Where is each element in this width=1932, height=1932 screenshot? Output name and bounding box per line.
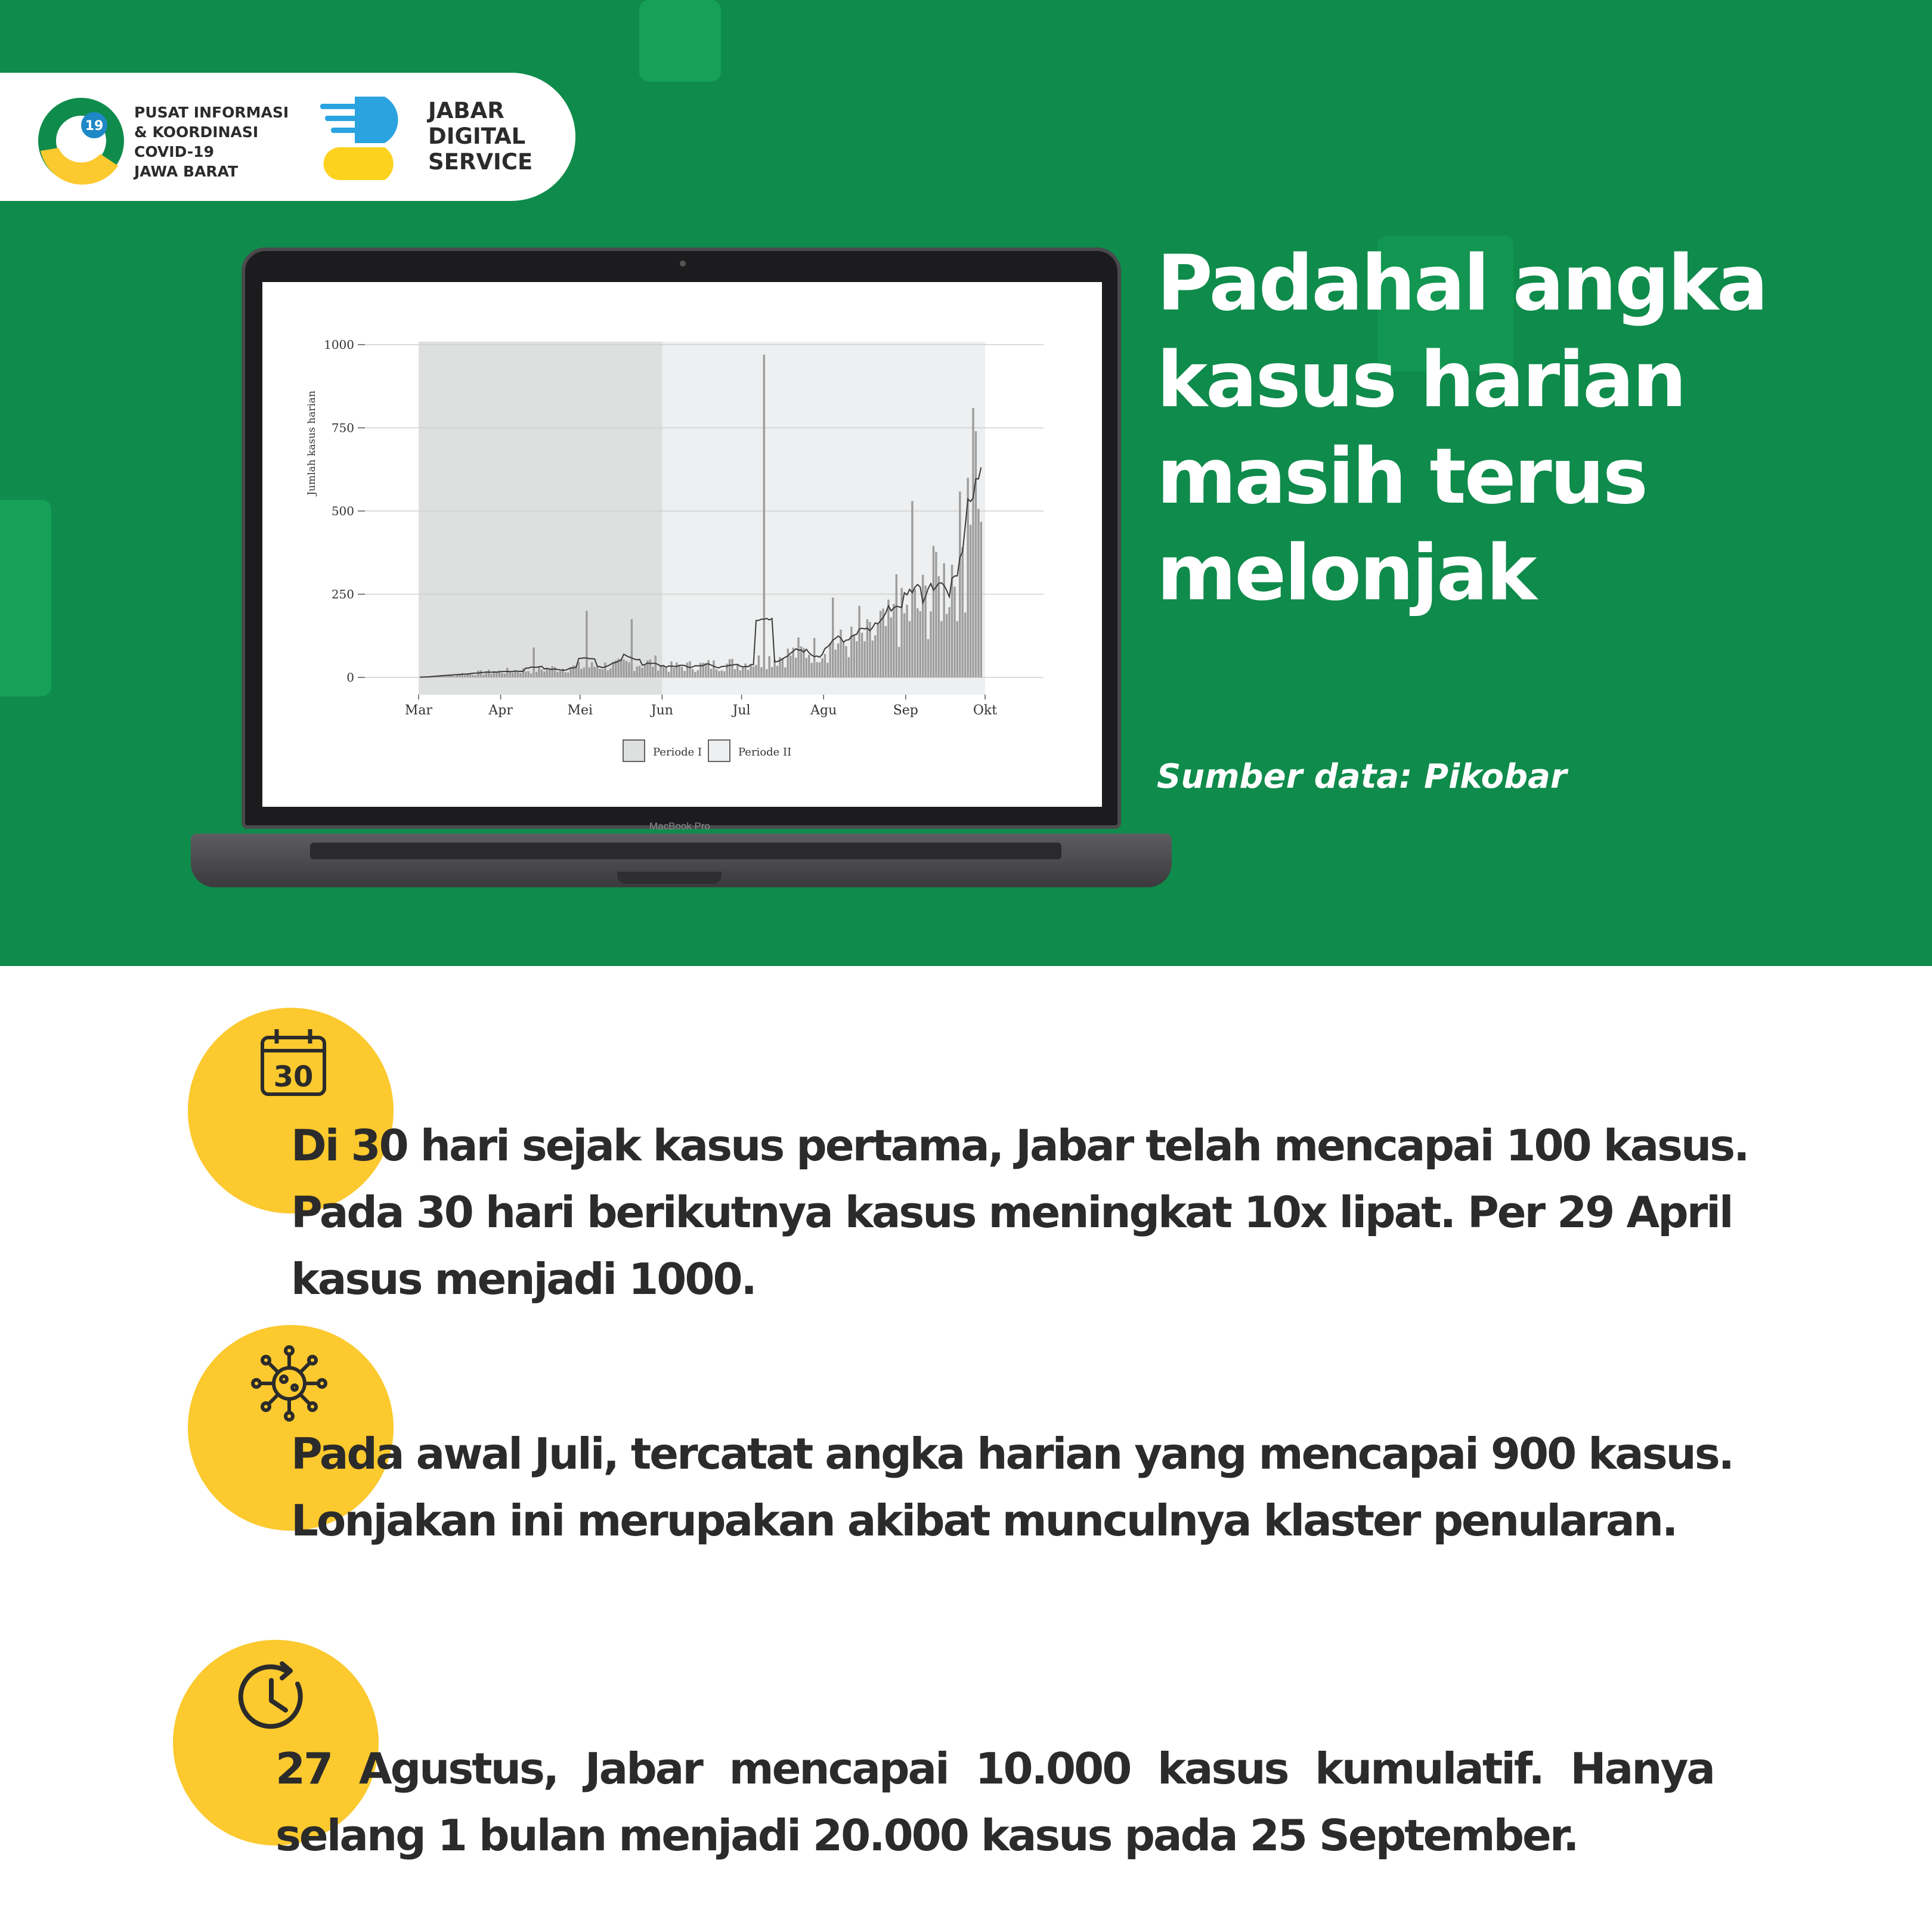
- daily-bar: [729, 660, 730, 677]
- daily-bar: [686, 662, 688, 677]
- item-line: Di 30 hari sejak kasus pertama, Jabar telah mencapai 100 kasus.: [291, 1120, 1748, 1171]
- daily-bar: [580, 669, 582, 677]
- daily-bar: [453, 676, 455, 677]
- y-tick-label: 0: [346, 670, 354, 685]
- daily-bar: [475, 675, 476, 677]
- daily-bar: [517, 672, 519, 677]
- daily-bar: [845, 646, 847, 677]
- daily-bar: [692, 669, 693, 677]
- logo1-text: [134, 103, 289, 181]
- calendar-number: 30: [273, 1060, 314, 1094]
- daily-bar: [885, 626, 887, 677]
- daily-bar: [977, 509, 979, 677]
- logo-bar: [0, 73, 575, 201]
- daily-bar: [753, 667, 754, 677]
- daily-bar: [639, 666, 640, 677]
- daily-bar: [789, 656, 791, 677]
- headline-line: kasus harian: [1157, 336, 1685, 425]
- daily-bar: [586, 611, 587, 677]
- daily-bar: [480, 670, 482, 677]
- logo1-line: JAWA BARAT: [134, 163, 239, 180]
- daily-bar: [528, 671, 530, 677]
- logo2-text: [428, 98, 532, 175]
- period-band: [419, 342, 662, 695]
- daily-bar: [530, 673, 532, 677]
- daily-bar: [903, 613, 905, 677]
- daily-bar: [863, 641, 865, 677]
- daily-bar: [626, 661, 627, 677]
- daily-bar: [535, 672, 537, 677]
- daily-bar: [599, 669, 600, 677]
- daily-bar: [872, 640, 874, 677]
- y-tick-label: 750: [331, 420, 354, 435]
- daily-bar: [896, 574, 897, 677]
- virus-icon: [250, 1345, 328, 1422]
- daily-bar: [504, 674, 506, 677]
- daily-bar: [623, 660, 624, 677]
- daily-bar: [787, 649, 789, 677]
- daily-bar: [583, 668, 585, 677]
- daily-bar: [874, 635, 876, 677]
- daily-bar: [578, 662, 580, 677]
- daily-bar: [710, 668, 712, 677]
- daily-bar: [935, 552, 937, 677]
- daily-bar: [975, 431, 977, 677]
- daily-bar: [877, 624, 878, 677]
- daily-bar: [593, 667, 595, 677]
- daily-bar: [567, 673, 569, 677]
- daily-bar: [506, 668, 508, 677]
- daily-bar: [713, 660, 714, 677]
- daily-bar: [546, 668, 548, 677]
- y-tick-label: 1000: [324, 338, 354, 352]
- logo2-line: JABAR: [428, 98, 504, 123]
- daily-bar: [782, 658, 784, 677]
- daily-bar: [631, 619, 633, 677]
- x-tick-label: Mar: [404, 703, 433, 718]
- item-line: kasus menjadi 1000.: [291, 1254, 756, 1304]
- logo1-line: PUSAT INFORMASI: [134, 104, 289, 121]
- daily-bar: [628, 662, 630, 677]
- daily-bar: [570, 668, 572, 677]
- legend-swatch: [708, 740, 730, 761]
- daily-bar: [707, 660, 709, 677]
- daily-bar: [948, 607, 950, 677]
- daily-bar: [493, 673, 495, 677]
- laptop-label: MacBook Pro: [649, 821, 711, 832]
- daily-bar: [699, 663, 701, 677]
- daily-bar: [980, 522, 982, 677]
- daily-bar: [683, 671, 685, 677]
- daily-bar: [943, 564, 945, 677]
- daily-bar: [856, 641, 857, 677]
- daily-bar: [763, 355, 765, 677]
- daily-bar: [768, 656, 770, 677]
- calendar-icon: [258, 1027, 329, 1098]
- daily-bar: [559, 671, 561, 677]
- daily-bar: [459, 675, 460, 677]
- x-tick-label: Apr: [488, 703, 513, 718]
- daily-bar: [477, 671, 479, 677]
- daily-bar: [501, 673, 503, 677]
- daily-bar: [723, 671, 725, 677]
- daily-bar: [784, 667, 786, 677]
- daily-bar: [861, 633, 863, 677]
- daily-bar: [532, 648, 534, 677]
- daily-bar: [745, 664, 747, 677]
- daily-bar: [488, 670, 490, 677]
- daily-bar: [721, 670, 723, 677]
- daily-bar: [853, 635, 855, 677]
- daily-bar: [612, 662, 614, 677]
- daily-bar: [718, 671, 720, 677]
- daily-bar: [946, 614, 948, 677]
- item-text: [291, 1112, 1748, 1312]
- daily-bar: [930, 611, 931, 677]
- daily-bar: [956, 621, 958, 677]
- daily-bar: [668, 672, 670, 677]
- daily-bar: [551, 666, 553, 677]
- daily-bar: [620, 659, 622, 677]
- daily-bar: [795, 658, 797, 677]
- daily-bar: [962, 547, 964, 677]
- legend-label: Periode II: [738, 746, 792, 758]
- daily-bar: [565, 672, 566, 677]
- daily-bar: [819, 662, 821, 677]
- daily-bar: [911, 501, 913, 677]
- daily-bar: [887, 599, 889, 677]
- daily-bar: [922, 575, 924, 677]
- daily-bar: [649, 660, 651, 677]
- daily-bar: [705, 663, 707, 677]
- x-tick-label: Sep: [893, 703, 918, 718]
- daily-bar: [641, 668, 643, 677]
- daily-bar: [850, 627, 852, 677]
- daily-bar: [665, 668, 667, 677]
- daily-bar: [694, 672, 696, 677]
- laptop-notch: [617, 872, 722, 884]
- daily-bar: [953, 587, 955, 677]
- daily-bar: [813, 638, 815, 677]
- logo2-line: SERVICE: [428, 149, 533, 175]
- daily-bar: [959, 491, 961, 677]
- daily-bar: [898, 647, 900, 677]
- daily-bar: [541, 670, 543, 677]
- item-text: [275, 1735, 1714, 1869]
- daily-bar: [834, 650, 836, 677]
- daily-bar: [797, 637, 799, 677]
- decor-square: [639, 0, 721, 82]
- daily-bar: [509, 671, 510, 677]
- x-tick-label: Mei: [567, 703, 593, 718]
- daily-bar: [657, 671, 659, 677]
- daily-bar: [736, 664, 738, 677]
- daily-bar: [826, 662, 828, 677]
- item-line: Lonjakan ini merupakan akibat munculnya klaster penularan.: [291, 1496, 1677, 1546]
- daily-bar: [589, 667, 590, 677]
- daily-bar: [670, 661, 672, 677]
- daily-bar: [485, 673, 487, 677]
- daily-bar: [806, 658, 807, 677]
- daily-bar: [755, 665, 757, 677]
- daily-bar: [673, 667, 675, 677]
- daily-bar: [821, 658, 823, 677]
- daily-bar: [964, 612, 966, 677]
- daily-bar: [716, 670, 717, 677]
- daily-bar: [848, 657, 850, 677]
- daily-bar: [843, 643, 844, 677]
- daily-bar: [832, 597, 834, 677]
- item-line: 27 Agustus, Jabar mencapai 10.000 kasus kumulatif. Hanya: [275, 1744, 1714, 1794]
- daily-bar: [662, 667, 664, 677]
- daily-bar: [482, 674, 484, 677]
- daily-bar: [602, 669, 603, 677]
- daily-bar: [464, 675, 466, 677]
- daily-bar: [679, 665, 680, 677]
- daily-bar: [858, 606, 860, 677]
- daily-bar: [766, 669, 767, 677]
- daily-bar: [742, 667, 744, 677]
- daily-bar: [676, 662, 677, 677]
- x-tick-label: Okt: [973, 703, 998, 718]
- logo2-line: DIGITAL: [428, 123, 526, 149]
- daily-bar: [829, 643, 831, 677]
- item-line: Pada awal Juli, tercatat angka harian yang mencapai 900 kasus.: [291, 1429, 1733, 1479]
- daily-bar: [893, 604, 894, 677]
- x-tick-label: Jun: [651, 703, 673, 718]
- legend-swatch: [623, 740, 645, 761]
- laptop-screen: [262, 282, 1102, 807]
- y-axis-label: Jumlah kasus harian: [306, 391, 318, 496]
- daily-bar: [909, 621, 911, 677]
- daily-bar: [591, 662, 593, 677]
- daily-bar: [776, 666, 778, 677]
- daily-cases-chart: [262, 282, 1102, 807]
- daily-bar: [808, 655, 810, 677]
- daily-bar: [914, 589, 916, 677]
- daily-bar: [655, 655, 657, 677]
- daily-bar: [731, 659, 733, 677]
- daily-bar: [739, 670, 741, 677]
- daily-bar: [525, 671, 527, 677]
- daily-bar: [771, 667, 773, 677]
- daily-bar: [760, 667, 762, 677]
- daily-bar: [652, 667, 654, 677]
- daily-bar: [940, 621, 942, 677]
- daily-bar: [970, 525, 971, 677]
- daily-bar: [697, 670, 699, 677]
- daily-bar: [938, 576, 940, 677]
- daily-bar: [811, 663, 813, 677]
- daily-bar: [681, 667, 683, 677]
- daily-bar: [538, 666, 540, 677]
- daily-bar: [636, 667, 638, 677]
- daily-bar: [890, 617, 892, 677]
- daily-bar: [917, 608, 918, 677]
- x-tick-label: Agu: [810, 703, 837, 718]
- daily-bar: [549, 670, 550, 677]
- daily-bar: [816, 662, 818, 677]
- y-tick-label: 500: [331, 504, 354, 518]
- daily-bar: [556, 672, 558, 677]
- daily-bar: [609, 668, 611, 677]
- daily-bar: [633, 671, 635, 677]
- pikobar-logo-icon: [35, 94, 127, 187]
- daily-bar: [927, 639, 929, 677]
- daily-bar: [596, 667, 598, 677]
- y-tick-label: 250: [331, 587, 354, 602]
- daily-bar: [906, 605, 908, 677]
- item-text: [291, 1420, 1733, 1554]
- daily-bar: [543, 671, 545, 677]
- daily-bar: [824, 654, 826, 677]
- daily-bar: [837, 643, 839, 677]
- decor-square: [0, 500, 51, 696]
- daily-bar: [445, 676, 447, 677]
- daily-bar: [689, 661, 691, 677]
- daily-bar: [747, 670, 749, 677]
- daily-bar: [519, 673, 521, 677]
- headline-line: masih terus: [1157, 432, 1646, 521]
- daily-bar: [607, 670, 609, 677]
- daily-bar: [512, 673, 513, 677]
- logo1-line: COVID-19: [134, 143, 214, 160]
- logo-badge: 19: [85, 119, 104, 134]
- item-line: Pada 30 hari berikutnya kasus meningkat 10x lipat. Per 29 April: [291, 1187, 1732, 1237]
- clock-icon: [236, 1658, 313, 1735]
- daily-bar: [750, 665, 751, 677]
- laptop-keyboard-edge: [310, 843, 1061, 859]
- jds-logo-icon: [319, 91, 414, 186]
- headline-line: Padahal angka: [1157, 239, 1767, 328]
- daily-bar: [490, 674, 492, 677]
- daily-bar: [604, 662, 606, 677]
- x-tick-label: Jul: [732, 703, 751, 718]
- item-line: selang 1 bulan menjadi 20.000 kasus pada 25 September.: [275, 1810, 1578, 1860]
- daily-bar: [972, 408, 974, 677]
- daily-bar: [734, 669, 736, 677]
- daily-bar: [933, 546, 934, 677]
- logo1-line: & KOORDINASI: [134, 123, 259, 141]
- daily-bar: [758, 655, 760, 677]
- daily-bar: [919, 611, 921, 677]
- daily-bar: [840, 630, 841, 677]
- laptop-camera: [680, 261, 686, 267]
- daily-bar: [472, 674, 473, 677]
- headline: [1157, 236, 1884, 622]
- daily-bar: [644, 665, 646, 677]
- legend-label: Periode I: [653, 746, 702, 758]
- data-source: Sumber data: Pikobar: [1157, 757, 1567, 796]
- headline-line: melonjak: [1157, 529, 1535, 618]
